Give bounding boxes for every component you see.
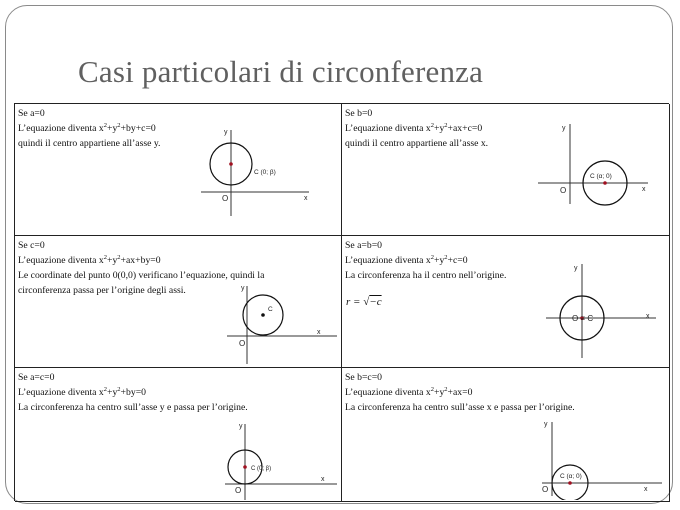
center-point <box>229 162 233 166</box>
center-point <box>603 181 607 185</box>
case-equation: L’equazione diventa $x^2+y^2+by=0$ <box>18 386 147 398</box>
origin-center-label: O ≡ C <box>572 314 594 323</box>
case-cell-c0 <box>15 236 342 368</box>
case-cell-ab0 <box>342 236 670 368</box>
circle-plot <box>211 418 339 502</box>
y-axis-label: y <box>224 129 228 136</box>
origin-label: O <box>222 194 229 203</box>
circle-plot <box>211 278 339 368</box>
case-cell-bc0 <box>342 368 670 502</box>
case-note: quindi il centro appartiene all’asse x. <box>345 138 489 150</box>
case-note: circonferenza passa per l’origine degli assi. <box>18 284 186 296</box>
case-equation: L’equazione diventa $x^2+y^2+by+c=0$ <box>18 122 156 134</box>
case-cell-b0 <box>342 104 670 236</box>
y-axis-label: y <box>239 423 243 430</box>
center-label: C (0; β) <box>251 466 272 472</box>
center-label: C (0; β) <box>254 169 276 176</box>
case-equation: L’equazione diventa $x^2+y^2+ax=0$ <box>345 386 473 398</box>
case-equation: L’equazione diventa $x^2+y^2+c=0$ <box>345 254 468 266</box>
center-point <box>243 465 247 469</box>
circle-plot <box>522 416 664 500</box>
case-note: Le coordinate del punto 0(0,0) verificano l’equazione, quindi la <box>18 270 265 282</box>
case-cell-a0 <box>15 104 342 236</box>
case-condition: Se b=0 <box>345 108 373 119</box>
y-axis-label: y <box>562 125 566 132</box>
center-label: C <box>268 306 273 313</box>
radius-formula: r = √−c <box>346 296 382 308</box>
case-cell-ac0 <box>15 368 342 502</box>
case-equation: L’equazione diventa $x^2+y^2+ax+c=0$ <box>345 122 483 134</box>
y-axis-label: y <box>241 285 245 292</box>
case-condition: Se a=0 <box>18 108 45 119</box>
x-axis-label: x <box>317 329 321 336</box>
x-axis-label: x <box>642 186 646 193</box>
cases-table <box>14 103 669 501</box>
case-note: quindi il centro appartiene all’asse y. <box>18 138 161 150</box>
x-axis-label: x <box>321 476 325 483</box>
center-point <box>568 481 572 485</box>
case-note: La circonferenza ha centro sull’asse y e passa per l’origine. <box>18 402 248 414</box>
x-axis-label: x <box>304 195 308 202</box>
origin-label: O <box>235 486 242 495</box>
case-condition: Se a=b=0 <box>345 240 383 251</box>
origin-label: O <box>239 339 246 348</box>
center-label: C (α; 0) <box>560 473 582 480</box>
x-axis-label: x <box>646 313 650 320</box>
y-axis-label: y <box>574 265 578 272</box>
case-condition: Se a=c=0 <box>18 372 55 383</box>
circle-plot <box>530 118 660 228</box>
circle-plot <box>191 124 311 224</box>
x-axis-label: x <box>644 486 648 493</box>
case-note: La circonferenza ha il centro nell’origine. <box>345 270 507 282</box>
case-condition: Se b=c=0 <box>345 372 383 383</box>
case-equation: L’equazione diventa $x^2+y^2+ax+by=0$ <box>18 254 161 266</box>
circle-plot <box>538 258 668 366</box>
center-point <box>261 313 265 317</box>
origin-label: O <box>542 485 549 494</box>
slide-title: Casi particolari di circonferenza <box>78 54 484 89</box>
y-axis-label: y <box>544 421 548 428</box>
case-note: La circonferenza ha centro sull’asse x e passa per l’origine. <box>345 402 575 414</box>
origin-label: O <box>560 186 567 195</box>
case-condition: Se c=0 <box>18 240 45 251</box>
center-label: C (α; 0) <box>590 173 612 180</box>
